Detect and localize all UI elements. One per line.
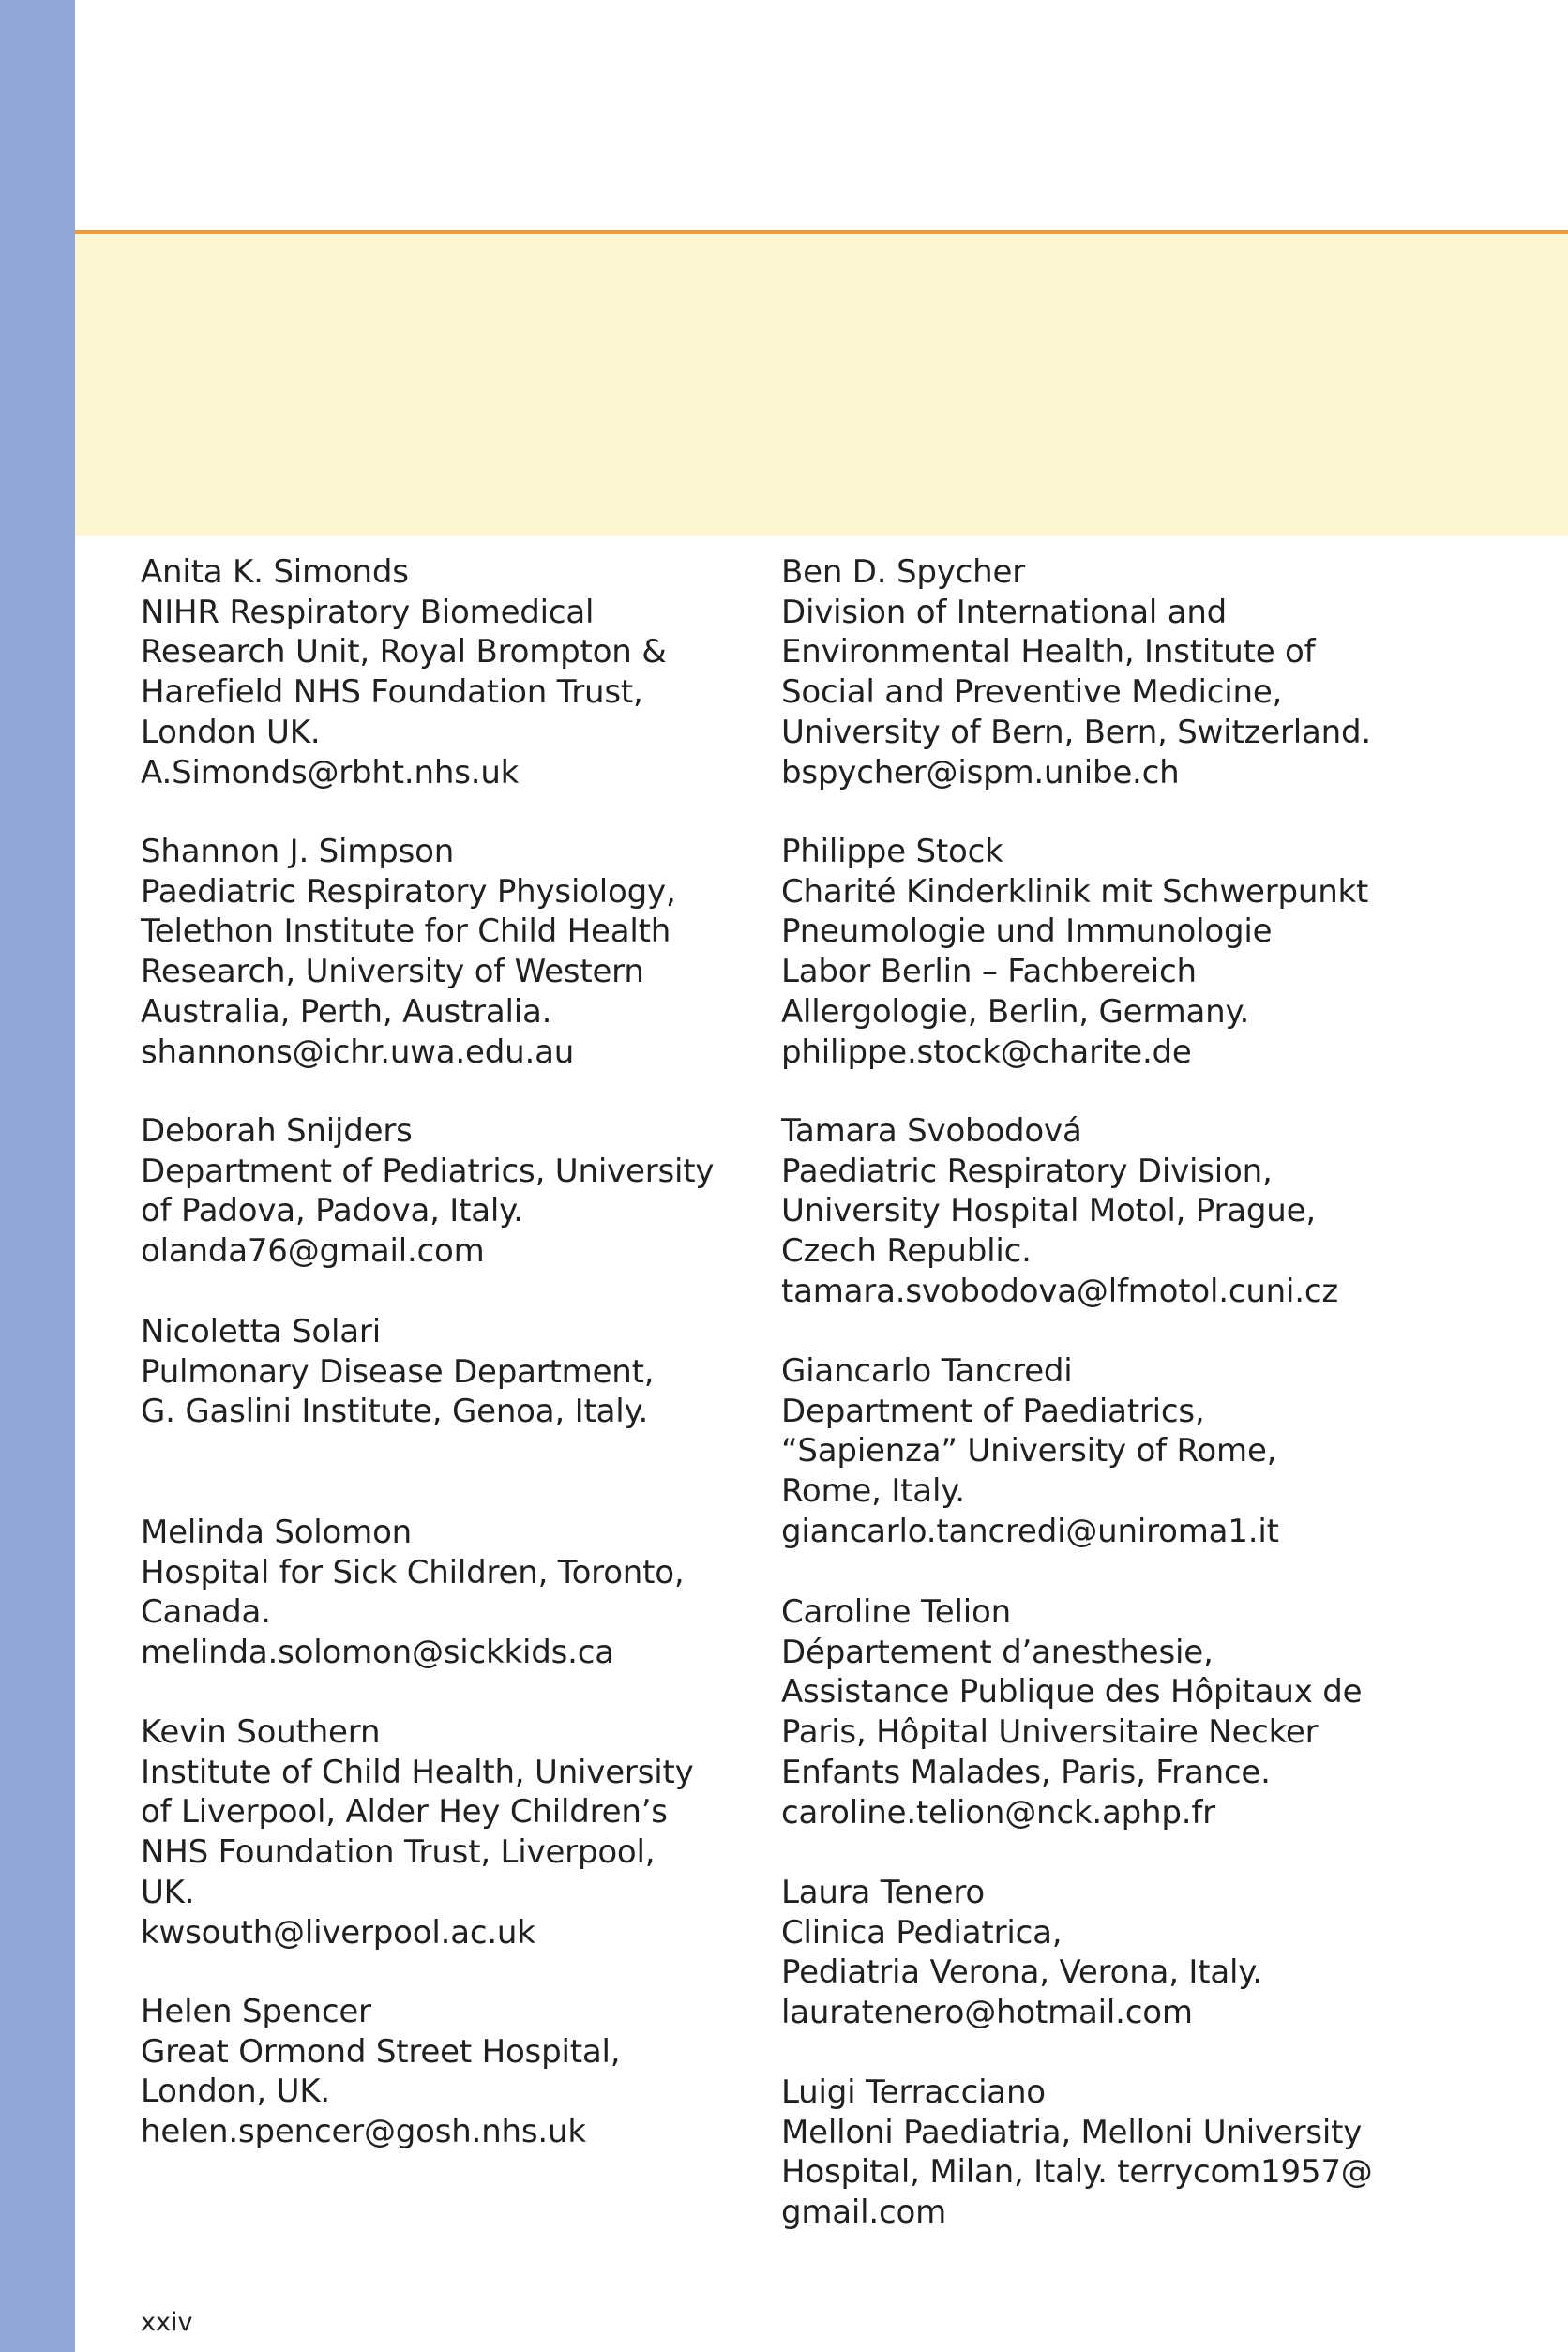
contributor-entry: [781, 1592, 1381, 1832]
contributor-entry: [781, 552, 1381, 792]
contributor-name: Giancarlo Tancredi: [781, 1352, 1073, 1390]
affiliation-line: UK.: [141, 1873, 195, 1911]
affiliation-line: Pneumologie und Immunologie: [781, 912, 1273, 951]
contributor-name: Melinda Solomon: [141, 1514, 413, 1551]
affiliation-line: Hospital for Sick Children, Toronto,: [141, 1553, 685, 1591]
affiliation-line: University of Bern, Bern, Switzerland.: [781, 713, 1372, 751]
affiliation-line: Harefield NHS Foundation Trust,: [141, 673, 643, 712]
affiliation-line: London UK.: [141, 713, 321, 751]
affiliation-line: NIHR Respiratory Biomedical: [141, 593, 595, 631]
contributor-email: lauratenero@hotmail.com: [781, 1994, 1193, 2032]
affiliation-line: Paediatric Respiratory Physiology,: [141, 872, 676, 911]
affiliation-line: University Hospital Motol, Prague,: [781, 1192, 1316, 1230]
contributor-entry: [781, 832, 1381, 1072]
contributor-name: Kevin Southern: [141, 1713, 381, 1751]
affiliation-line: Pediatria Verona, Verona, Italy.: [781, 1953, 1262, 1992]
contributor-entry: [781, 1351, 1381, 1552]
contributor-name: Luigi Terracciano: [781, 2073, 1046, 2111]
affiliation-line: Labor Berlin – Fachbereich: [781, 953, 1197, 991]
contributor-name: Philippe Stock: [781, 833, 1003, 870]
affiliation-line: Pulmonary Disease Department,: [141, 1352, 655, 1391]
contributor-email: caroline.telion@nck.aphp.fr: [781, 1793, 1215, 1832]
contributor-name: Helen Spencer: [141, 1993, 371, 2030]
contributor-name: Ben D. Spycher: [781, 553, 1026, 591]
contributor-entry: [141, 1712, 741, 1952]
affiliation-line: Canada.: [141, 1593, 271, 1632]
affiliation-line: Czech Republic.: [781, 1232, 1032, 1271]
contributor-email: philippe.stock@charite.de: [781, 1033, 1192, 1071]
affiliation-line: Enfants Malades, Paris, France.: [781, 1753, 1271, 1791]
header-band: [75, 234, 1568, 536]
contributor-name: Caroline Telion: [781, 1593, 1011, 1631]
affiliation-line: gmail.com: [781, 2194, 947, 2232]
contributor-entry: [141, 1111, 741, 1272]
affiliation-line: Charité Kinderklinik mit Schwerpunkt: [781, 872, 1369, 911]
affiliation-line: Department of Pediatrics, University: [141, 1152, 715, 1190]
contributor-email: helen.spencer@gosh.nhs.uk: [141, 2113, 586, 2151]
affiliation-line: Institute of Child Health, University: [141, 1753, 694, 1791]
contributor-email: olanda76@gmail.com: [141, 1232, 485, 1271]
affiliation-line: NHS Foundation Trust, Liverpool,: [141, 1833, 656, 1872]
affiliation-line: London, UK.: [141, 2073, 331, 2111]
contributor-name: Deborah Snijders: [141, 1112, 413, 1150]
affiliation-line: Hospital, Milan, Italy. terrycom1957@: [781, 2153, 1373, 2192]
affiliation-line: Australia, Perth, Australia.: [141, 992, 552, 1031]
contributor-entry: [781, 1873, 1381, 2033]
affiliation-line: Clinica Pediatrica,: [781, 1913, 1063, 1952]
contributor-email: bspycher@ispm.unibe.ch: [781, 753, 1180, 792]
contributor-email: melinda.solomon@sickkids.ca: [141, 1634, 614, 1672]
contributor-entry: [141, 1312, 741, 1432]
contributor-email: kwsouth@liverpool.ac.uk: [141, 1913, 535, 1952]
affiliation-line: Social and Preventive Medicine,: [781, 673, 1283, 712]
affiliation-line: Division of International and: [781, 593, 1228, 631]
affiliation-line: Great Ormond Street Hospital,: [141, 2032, 621, 2071]
contributor-entry: [781, 2073, 1381, 2233]
contributor-entry: [141, 552, 741, 792]
contributor-name: Shannon J. Simpson: [141, 833, 455, 870]
affiliation-line: Telethon Institute for Child Health: [141, 912, 671, 951]
contributor-email: giancarlo.tancredi@uniroma1.it: [781, 1512, 1279, 1550]
affiliation-line: Melloni Paediatria, Melloni University: [781, 2113, 1363, 2151]
affiliation-line: Paediatric Respiratory Division,: [781, 1152, 1273, 1190]
page-number: xxiv: [141, 2308, 193, 2337]
affiliation-line: Allergologie, Berlin, Germany.: [781, 992, 1250, 1031]
contributor-name: Tamara Svobodová: [781, 1112, 1082, 1150]
contributor-entry: [141, 1992, 741, 2152]
affiliation-line: Département d’anesthesie,: [781, 1633, 1214, 1671]
side-color-bar: [0, 0, 75, 2352]
affiliation-line: Research, University of Western: [141, 953, 644, 991]
contributor-entry: [141, 832, 741, 1072]
affiliation-line: Paris, Hôpital Universitaire Necker: [781, 1713, 1319, 1752]
affiliation-line: Department of Paediatrics,: [781, 1392, 1205, 1430]
affiliation-line: of Liverpool, Alder Hey Children’s: [141, 1793, 668, 1832]
affiliation-line: Assistance Publique des Hôpitaux de: [781, 1673, 1363, 1711]
contributor-email: A.Simonds@rbht.nhs.uk: [141, 753, 520, 792]
contributor-name: Laura Tenero: [781, 1874, 985, 1911]
affiliation-line: Rome, Italy.: [781, 1472, 965, 1511]
contributor-email: tamara.svobodova@lfmotol.cuni.cz: [781, 1272, 1339, 1310]
contributor-entry: [781, 1111, 1381, 1312]
contributor-name: Nicoletta Solari: [141, 1313, 381, 1350]
contributor-entry: [141, 1513, 741, 1673]
contributor-name: Anita K. Simonds: [141, 553, 409, 591]
affiliation-line: G. Gaslini Institute, Genoa, Italy.: [141, 1393, 649, 1431]
affiliation-line: Research Unit, Royal Brompton &: [141, 633, 667, 671]
affiliation-line: “Sapienza” University of Rome,: [781, 1432, 1277, 1470]
contributor-email: shannons@ichr.uwa.edu.au: [141, 1033, 575, 1071]
affiliation-line: Environmental Health, Institute of: [781, 633, 1316, 671]
affiliation-line: of Padova, Padova, Italy.: [141, 1192, 523, 1230]
